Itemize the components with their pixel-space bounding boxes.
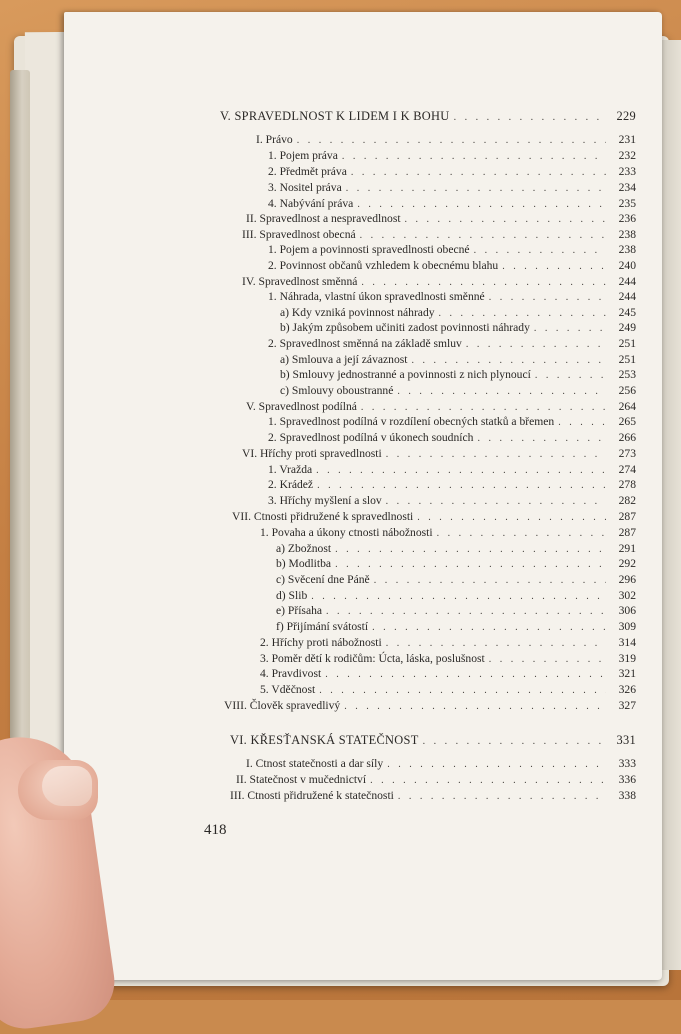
toc-entry-page-number: 244 [618, 275, 636, 288]
toc-leader-dots [357, 198, 606, 212]
toc-entry [220, 478, 636, 493]
toc-entry [220, 636, 636, 651]
toc-leader-dots [311, 590, 606, 604]
toc-entry-page-number: 273 [618, 447, 636, 460]
toc-entry [220, 542, 636, 557]
toc-leader-dots [397, 385, 606, 399]
toc-entry [220, 667, 636, 682]
toc-entry-label: b) Jakým způsobem učiniti zadost povinnosti náhrady [280, 321, 530, 334]
toc-leader-dots [316, 464, 606, 478]
toc-entry [220, 683, 636, 698]
toc-entry-label: 3. Hříchy myšlení a slov [268, 494, 382, 507]
toc-leader-dots [535, 369, 606, 383]
toc-entry [220, 306, 636, 321]
toc-entry-label: 4. Nabývání práva [268, 197, 354, 210]
toc-leader-dots [417, 511, 606, 525]
toc-entry-label: b) Smlouvy jednostranné a povinnosti z nich plynoucí [280, 368, 531, 381]
toc-entry [220, 652, 636, 667]
toc-entry [220, 789, 636, 804]
toc-entry-label: II. Spravedlnost a nespravedlnost [246, 212, 401, 225]
toc-entry-page-number: 282 [618, 494, 636, 507]
toc-entry [220, 604, 636, 619]
book-page-edges [10, 70, 30, 740]
toc-chapter-entry [220, 733, 636, 749]
toc-leader-dots [386, 448, 606, 462]
toc-entry [220, 494, 636, 509]
toc-entry-label: a) Smlouva a její závaznost [280, 353, 408, 366]
toc-entry [220, 510, 636, 525]
toc-entry-page-number: 240 [618, 259, 636, 272]
toc-entry-page-number: 238 [618, 243, 636, 256]
toc-entry [220, 526, 636, 541]
toc-entry-page-number: 266 [618, 431, 636, 444]
toc-entry-label: V. Spravedlnost podílná [246, 400, 357, 413]
toc-leader-dots [474, 244, 606, 258]
toc-entry-page-number: 292 [618, 557, 636, 570]
toc-entry-label: VII. Ctnosti přidružené k spravedlnosti [232, 510, 414, 523]
toc-leader-dots [346, 182, 606, 196]
toc-leader-dots [370, 774, 606, 788]
toc-leader-dots [386, 637, 606, 651]
toc-entry-page-number: 319 [618, 652, 636, 665]
toc-entry [220, 212, 636, 227]
toc-leader-dots [437, 527, 606, 541]
toc-entry-page-number: 309 [618, 620, 636, 633]
toc-entry [220, 620, 636, 635]
toc-entry-page-number: 291 [618, 542, 636, 555]
toc-entry-page-number: 326 [618, 683, 636, 696]
toc-entry-page-number: 278 [618, 478, 636, 491]
toc-entry [220, 573, 636, 588]
toc-entry [220, 557, 636, 572]
toc-entry-page-number: 232 [618, 149, 636, 162]
toc-leader-dots [439, 307, 606, 321]
toc-entry-page-number: 306 [618, 604, 636, 617]
toc-entry-label: c) Smlouvy oboustranné [280, 384, 394, 397]
toc-entry [220, 275, 636, 290]
toc-leader-dots [325, 668, 606, 682]
toc-leader-dots [344, 700, 606, 714]
toc-entry-label: VI. KŘESŤANSKÁ STATEČNOST [230, 733, 419, 747]
toc-entry [220, 290, 636, 305]
toc-leader-dots [335, 558, 606, 572]
toc-leader-dots [466, 338, 606, 352]
toc-entry-page-number: 229 [616, 109, 636, 123]
toc-entry-label: IV. Spravedlnost směnná [242, 275, 358, 288]
toc-entry-page-number: 274 [618, 463, 636, 476]
toc-entry [220, 321, 636, 336]
toc-entry-page-number: 253 [618, 368, 636, 381]
toc-entry-label: 1. Spravedlnost podílná v rozdílení obecných statků a břemen [268, 415, 555, 428]
toc-entry-label: a) Kdy vzniká povinnost náhrady [280, 306, 435, 319]
toc-entry [220, 165, 636, 180]
toc-entry-label: III. Ctnosti přidružené k statečnosti [230, 789, 394, 802]
toc-entry-page-number: 336 [618, 773, 636, 786]
toc-entry-label: I. Ctnost statečnosti a dar síly [246, 757, 384, 770]
toc-entry-page-number: 231 [618, 133, 636, 146]
toc-entry [220, 353, 636, 368]
toc-entry-label: c) Svěcení dne Páně [276, 573, 370, 586]
toc-entry-label: 2. Předmět práva [268, 165, 347, 178]
toc-entry [220, 368, 636, 383]
toc-entry-label: 2. Krádež [268, 478, 314, 491]
toc-entry [220, 197, 636, 212]
toc-entry-page-number: 321 [618, 667, 636, 680]
toc-entry-page-number: 256 [618, 384, 636, 397]
toc-entry-label: 2. Hříchy proti nábožnosti [260, 636, 382, 649]
toc-leader-dots [297, 134, 606, 148]
toc-leader-dots [372, 621, 606, 635]
toc-entry-label: f) Přijímání svátostí [276, 620, 369, 633]
toc-entry [220, 757, 636, 772]
toc-entry-label: III. Spravedlnost obecná [242, 228, 356, 241]
toc-entry [220, 463, 636, 478]
toc-entry-label: 3. Nositel práva [268, 181, 342, 194]
toc-leader-dots [398, 790, 606, 804]
toc-entry-page-number: 333 [618, 757, 636, 770]
toc-leader-dots [412, 354, 607, 368]
toc-entry-page-number: 331 [616, 733, 636, 747]
toc-leader-dots [489, 653, 606, 667]
toc-entry [220, 181, 636, 196]
toc-entry-label: V. SPRAVEDLNOST K LIDEM I K BOHU [220, 109, 450, 123]
toc-entry [220, 431, 636, 446]
toc-entry-label: a) Zbožnost [276, 542, 332, 555]
toc-entry [220, 259, 636, 274]
toc-entry-label: 4. Pravdivost [260, 667, 322, 680]
toc-leader-dots [454, 111, 606, 125]
toc-entry-label: 1. Povaha a úkony ctnosti nábožnosti [260, 526, 433, 539]
toc-entry-page-number: 287 [618, 526, 636, 539]
toc-entry-page-number: 235 [618, 197, 636, 210]
toc-entry-label: I. Právo [256, 133, 293, 146]
toc-entry-page-number: 287 [618, 510, 636, 523]
toc-entry-label: 2. Povinnost občanů vzhledem k obecnému blahu [268, 259, 499, 272]
toc-leader-dots [361, 401, 606, 415]
toc-entry-page-number: 238 [618, 228, 636, 241]
toc-entry-label: VIII. Člověk spravedlivý [224, 699, 341, 712]
toc-leader-dots [351, 166, 606, 180]
toc-entry-page-number: 327 [618, 699, 636, 712]
toc-entry [220, 133, 636, 148]
toc-entry-page-number: 264 [618, 400, 636, 413]
page-number: 418 [204, 822, 227, 838]
toc-entry [220, 384, 636, 399]
toc-leader-dots [423, 735, 606, 749]
toc-entry-label: 1. Vražda [268, 463, 313, 476]
toc-entry [220, 228, 636, 243]
toc-entry-label: d) Slib [276, 589, 308, 602]
toc-leader-dots [326, 605, 606, 619]
toc-chapter-entry [220, 109, 636, 125]
toc-leader-dots [558, 416, 606, 430]
toc-entry [220, 149, 636, 164]
toc-leader-dots [317, 479, 606, 493]
toc-leader-dots [387, 758, 606, 772]
toc-entry [220, 447, 636, 462]
toc-leader-dots [319, 684, 606, 698]
toc-leader-dots [361, 276, 606, 290]
toc-leader-dots [335, 543, 606, 557]
toc-leader-dots [502, 260, 606, 274]
toc-entry-page-number: 314 [618, 636, 636, 649]
toc-entry [220, 589, 636, 604]
toc-entry-label: 2. Spravedlnost podílná v úkonech soudních [268, 431, 474, 444]
toc-entry-page-number: 338 [618, 789, 636, 802]
toc-entry-label: 1. Náhrada, vlastní úkon spravedlnosti směnné [268, 290, 485, 303]
toc-entry-page-number: 296 [618, 573, 636, 586]
toc-entry-page-number: 265 [618, 415, 636, 428]
toc-leader-dots [386, 495, 606, 509]
toc-entry-page-number: 234 [618, 181, 636, 194]
toc-entry-page-number: 233 [618, 165, 636, 178]
toc-entry-page-number: 245 [618, 306, 636, 319]
toc-entry-page-number: 302 [618, 589, 636, 602]
toc-leader-dots [534, 322, 606, 336]
toc-entry-label: II. Statečnost v mučednictví [236, 773, 367, 786]
toc-entry-page-number: 249 [618, 321, 636, 334]
toc-leader-dots [374, 574, 606, 588]
thumbnail-nail [42, 766, 92, 806]
toc-entry [220, 243, 636, 258]
toc-leader-dots [342, 150, 606, 164]
toc-entry-label: e) Přísaha [276, 604, 323, 617]
toc-leader-dots [360, 229, 606, 243]
toc-entry-label: 5. Vděčnost [260, 683, 316, 696]
toc-entry-page-number: 236 [618, 212, 636, 225]
toc-entry [220, 699, 636, 714]
toc-entry [220, 773, 636, 788]
toc-entry-label: 1. Pojem a povinnosti spravedlnosti obecné [268, 243, 470, 256]
toc-entry-label: VI. Hříchy proti spravedlnosti [242, 447, 382, 460]
toc-entry [220, 415, 636, 430]
toc-entry-label: 1. Pojem práva [268, 149, 338, 162]
toc-entry [220, 400, 636, 415]
toc-entry-page-number: 251 [618, 337, 636, 350]
toc-leader-dots [489, 291, 606, 305]
toc-entry [220, 337, 636, 352]
toc-entry-page-number: 251 [618, 353, 636, 366]
toc-entry-label: 3. Poměr dětí k rodičům: Úcta, láska, poslušnost [260, 652, 485, 665]
toc-leader-dots [477, 432, 606, 446]
toc-entry-label: b) Modlitba [276, 557, 332, 570]
toc-leader-dots [405, 213, 606, 227]
toc-entry-label: 2. Spravedlnost směnná na základě smluv [268, 337, 462, 350]
toc-entry-page-number: 244 [618, 290, 636, 303]
